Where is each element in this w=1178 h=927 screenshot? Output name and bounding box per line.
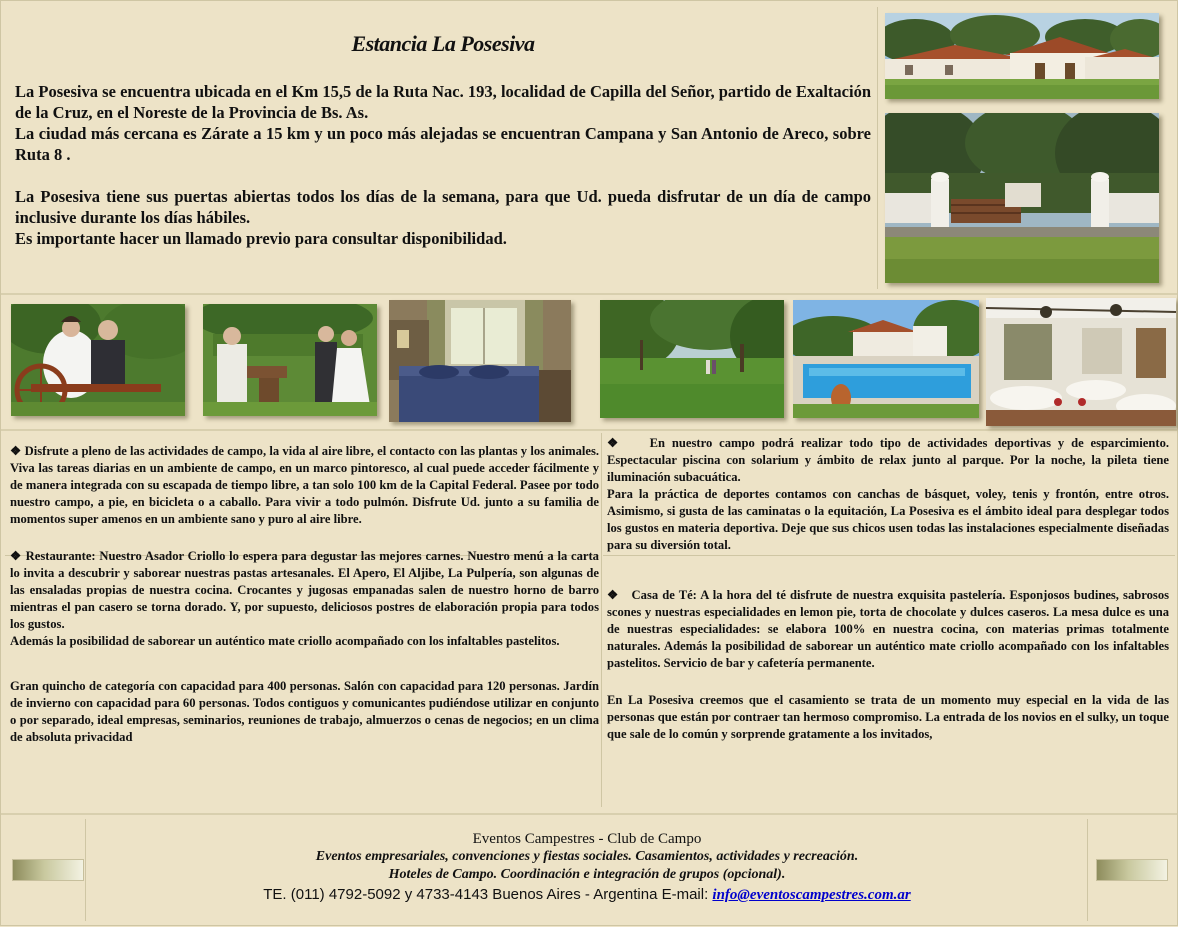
footer-decor-right xyxy=(1096,859,1168,881)
photo-outdoor-ceremony xyxy=(203,304,377,416)
content-section xyxy=(1,431,1177,811)
left-column xyxy=(10,443,599,746)
photo-bedroom xyxy=(389,300,571,422)
intro-paragraph-call: Es importante hacer un llamado previo para consultar disponibilidad. xyxy=(15,229,507,248)
left-block-activities: ❖ Disfrute a pleno de las actividades de campo, la vida al aire libre, el contacto con las plantas y los animales. Viva las tareas diarias en un ambiente de campo, en un marco pintoresco, al cual puede acceder fácilmente y de manera integrada con su escapada de tiempo libre, a tan solo 100 km de la Capital Federal. Pasee por todo nuestro campo, a pie, en bicicleta o a caballo. Para vivir a todo pulmón. Disfrute Ud. junto a su familia de momentos super amenos en un ambiente sano y puro al aire libre. xyxy=(10,444,600,526)
intro-paragraph-nearby: La ciudad más cercana es Zárate a 15 km y un poco más alejadas se encuentran Campana y San Antonio de Areco, sobre Ruta 8 . xyxy=(15,124,871,164)
right-block-weddings: En La Posesiva creemos que el casamiento se trata de un momento muy especial en la vida de las personas que están por contraer tan hermoso compromiso. La entrada de los novios en el sulky, un toque que sale de lo común y sorprende gratamente a los invitados, xyxy=(607,693,1169,741)
left-block-quincho: Gran quincho de categoría con capacidad para 400 personas. Salón con capacidad para 120 personas. Jardín de invierno con capacidad para 60 personas. Todos contiguos y comunicantes pudiéndose utilizar en conjunto o por separado, ideal empresas, seminarios, reuniones de trabajo, almuerzos o cenas de negocios; en un clima de absoluta privacidad xyxy=(10,679,599,744)
footer-services: Eventos empresariales, convenciones y fiestas sociales. Casamientos, actividades y recreación. xyxy=(315,849,859,864)
footer-contact xyxy=(87,886,1087,904)
left-block-mate: Además la posibilidad de saborear un auténtico mate criollo acompañado con los infaltables pastelitos. xyxy=(10,634,560,648)
photo-strip xyxy=(1,295,1177,431)
photo-dining-hall xyxy=(986,298,1176,426)
intro-section xyxy=(1,1,1177,295)
bullet-icon: ❖ xyxy=(607,588,620,602)
bullet-icon: ❖ xyxy=(10,549,22,563)
intro-paragraph-location: La Posesiva se encuentra ubicada en el Km 15,5 de la Ruta Nac. 193, localidad de Capilla del Señor, partido de Exaltación de la Cruz, en el Noreste de la Provincia de Bs. As. xyxy=(15,82,871,122)
photo-entrance-gate xyxy=(885,113,1159,283)
right-block-sports-more: Para la práctica de deportes contamos con canchas de básquet, voley, tenis y frontón, entre otros. Asimismo, si gusta de las caminatas o la equitación, La Posesiva es el ámbito ideal para desplegar todos los gustos en materia deportiva. Deje que sus chicos usen todas las instalaciones especialmente diseñadas para su diversión total. xyxy=(607,487,1169,552)
email-link[interactable]: info@eventoscampestres.com.ar xyxy=(712,887,911,903)
photo-couple-carriage xyxy=(11,304,185,416)
footer-decor-left xyxy=(12,859,84,881)
photo-estancia-house xyxy=(885,13,1159,99)
footer-hotels: Hoteles de Campo. Coordinación e integración de grupos (opcional). xyxy=(388,867,786,882)
intro-paragraph-open: La Posesiva tiene sus puertas abiertas todos los días de la semana, para que Ud. pueda disfrutar de un día de campo inclusive durante los días hábiles. xyxy=(15,187,871,227)
photo-swimming-pool xyxy=(793,300,979,418)
footer xyxy=(1,813,1177,927)
page-title: Estancia La Posesiva xyxy=(351,31,535,56)
footer-company: Eventos Campestres - Club de Campo xyxy=(472,831,702,847)
left-block-restaurant: ❖ Restaurante: Nuestro Asador Criollo lo espera para degustar las mejores carnes. Nuestro menú a la carta lo invita a descubrir y saborear nuestras pastas artesanales. El Apero, El Aljibe, La Pulpería, son algunas de las ensaladas propias de nuestra cocina. Crocantes y jugosas empanadas salen de nuestro horno de barro mientras el pan casero se torna dorado. Y, por supuesto, deliciosos postres de elaboración propia para todos los gustos. xyxy=(10,549,599,631)
right-column xyxy=(607,435,1169,743)
photo-park-walk xyxy=(600,300,784,418)
bullet-icon: ❖ xyxy=(607,436,623,450)
intro-text xyxy=(15,31,871,249)
footer-phone: TE. (011) 4792-5092 y 4733-4143 Buenos Aires - Argentina E-mail: xyxy=(263,886,709,903)
right-block-tea-house: ❖ Casa de Té: A la hora del té disfrute de nuestra exquisita pastelería. Esponjosos budines, sabrosos scones y nuestras especialidades en lemon pie, torta de chocolate y dulces caseros. La mesa dulce es una de nuestras especialidades: se elabora 100% en nuestra cocina, con materias primas totalmente naturales. Además la posibilidad de saborear un auténtico mate criollo acompañado con los infaltables pastelitos. Servicio de bar y cafetería permanente. xyxy=(607,588,1170,670)
right-block-sports: ❖ En nuestro campo podrá realizar todo tipo de actividades deportivas y de esparcimiento. Espectacular piscina con solarium y ámbito de relax junto al parque. Por la noche, la pileta tiene iluminación subacuática. xyxy=(607,436,1170,484)
footer-text xyxy=(87,831,1087,904)
bullet-icon: ❖ xyxy=(10,444,22,458)
